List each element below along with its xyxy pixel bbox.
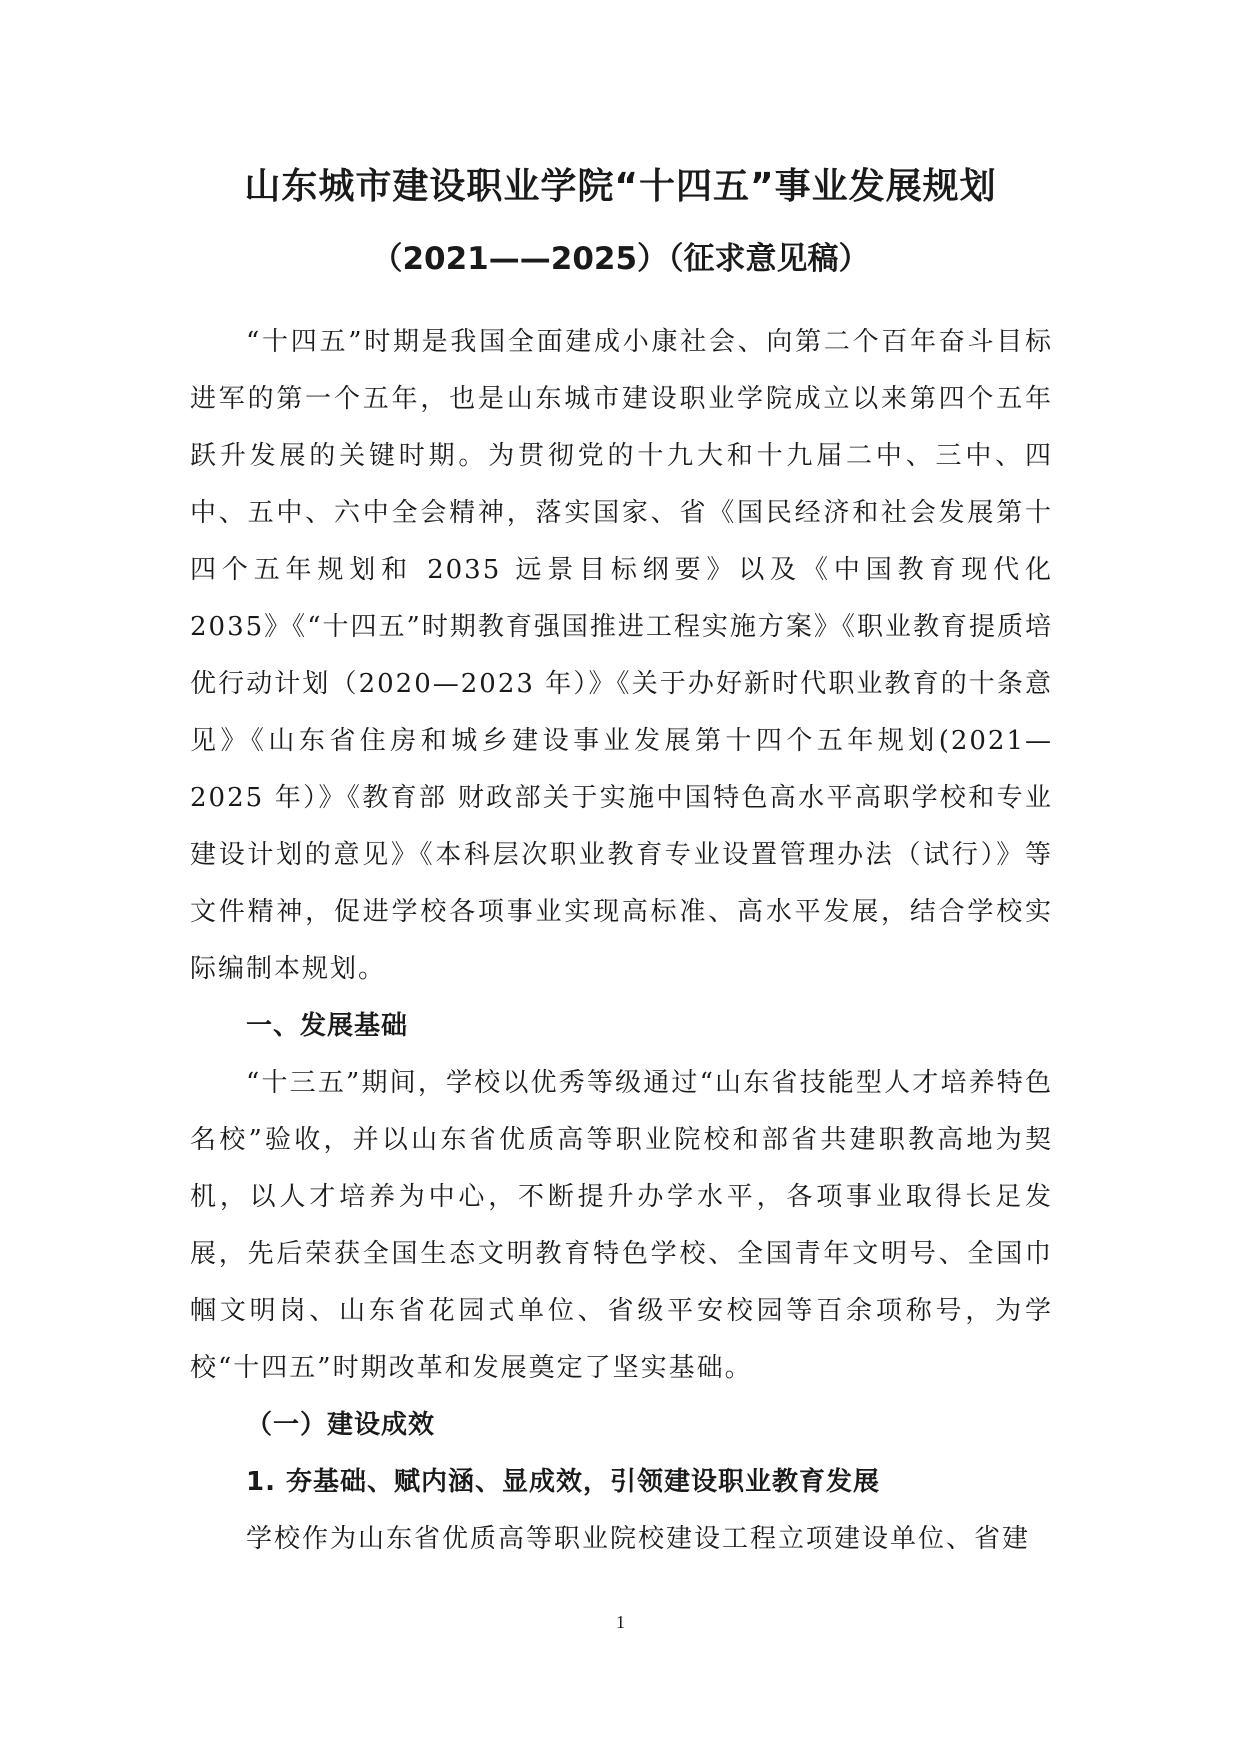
intro-paragraph: “十四五”时期是我国全面建成小康社会、向第二个百年奋斗目标进军的第一个五年，也是山东城市建设职业学院成立以来第四个五年跃升发展的关键时期。为贯彻党的十九大和十九届二中、三中、四中、五中、六中全会精神，落实国家、省《国民经济和社会发展第十四个五年规划和 2035 远景目标纲要》以及《中国教育现代化 2035》《“十四五”时期教育强国推进工程实施方案》《职业教育提质培优行动计划（2020—2023 年）》《关于办好新时代职业教育的十条意见》《山东省住房和城乡建设事业发展第十四个五年规划(2021—2025 年）》《教育部 财政部关于实施中国特色高水平高职学校和专业建设计划的意见》《本科层次职业教育专业设置管理办法（试行）》等文件精神，促进学校各项事业实现高标准、高水平发展，结合学校实际编制本规划。: [190, 327, 1053, 984]
subsection-heading-achievements: （一）建设成效: [246, 1410, 436, 1440]
section-paragraph: “十三五”期间，学校以优秀等级通过“山东省技能型人才培养特色名校”验收，并以山东省优质高等职业院校和部省共建职教高地为契机，以人才培养为中心，不断提升办学水平，各项事业取得长足发展，先后荣获全国生态文明教育特色学校、全国青年文明号、全国巾帼文明岗、山东省花园式单位、省级平安校园等百余项称号，为学校“十四五”时期改革和发展奠定了坚实基础。: [190, 1068, 1053, 1383]
document-title: 山东城市建设职业学院“十四五”事业发展规划: [244, 166, 997, 207]
section-heading-development-foundation: 一、发展基础: [246, 1011, 409, 1041]
document-subtitle: （2021——2025）（征求意见稿）: [371, 241, 870, 277]
page-number: 1: [616, 1612, 625, 1632]
document-body: [190, 314, 1053, 1568]
item-paragraph: 学校作为山东省优质高等职业院校建设工程立项建设单位、省建: [246, 1524, 1031, 1554]
item-heading: 1. 夯基础、赋内涵、显成效，引领建设职业教育发展: [246, 1467, 881, 1497]
